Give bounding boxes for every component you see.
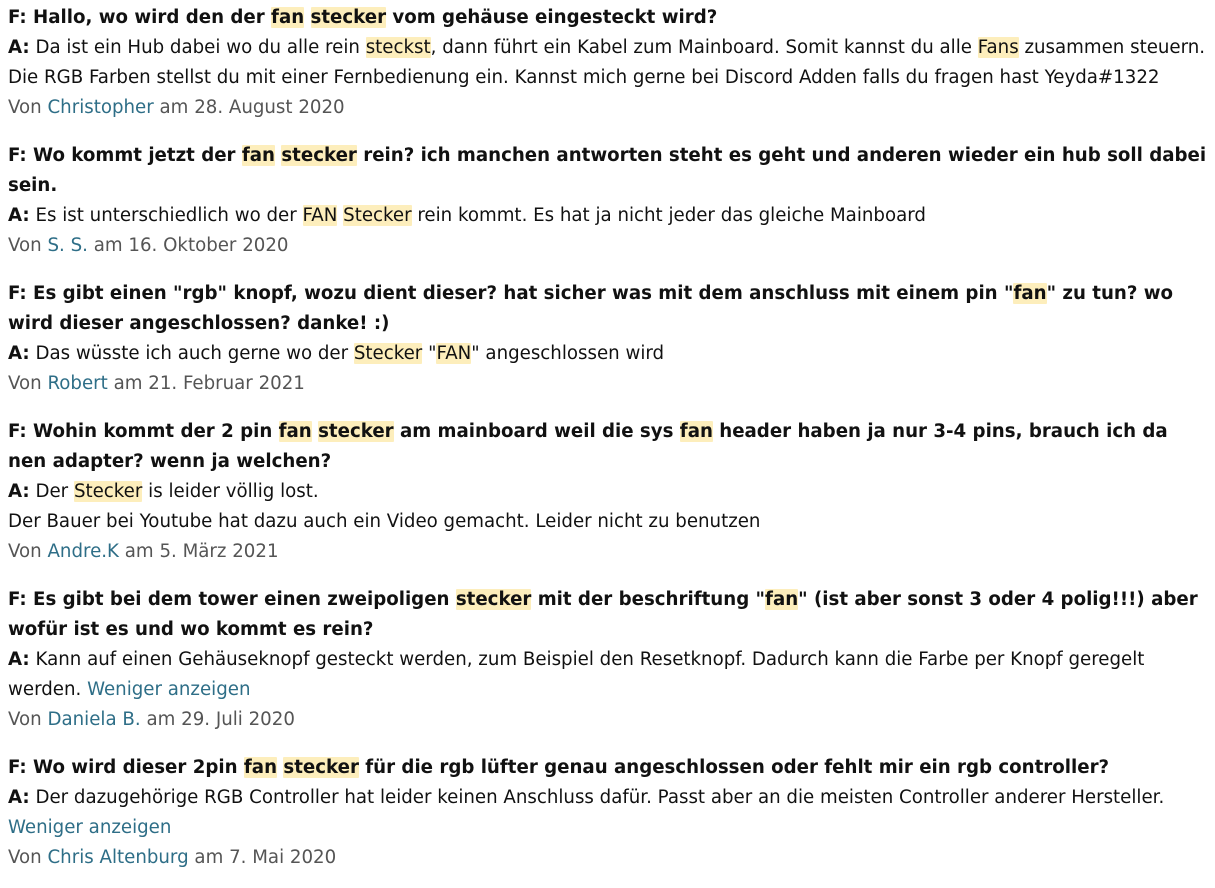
highlight-term: stecker bbox=[310, 7, 387, 28]
answer-meta bbox=[8, 369, 1207, 399]
answer-text bbox=[8, 645, 1207, 705]
text-segment: Der bbox=[35, 481, 74, 502]
on-label: am bbox=[93, 235, 123, 256]
on-label: am bbox=[194, 847, 224, 868]
highlight-term: Stecker bbox=[73, 481, 143, 502]
text-segment: zusammen steuern. Die RGB Farben stellst du mit einer Fernbedienung ein. Kannst mich gerne bei Discord Adden falls du fragen hast Yeyda#1322 bbox=[8, 37, 1206, 88]
text-segment: Der Bauer bei Youtube hat dazu auch ein Video gemacht. Leider nicht zu benutzen bbox=[8, 511, 761, 532]
question-prefix: F: bbox=[8, 421, 27, 442]
text-segment: , dann führt ein Kabel zum Mainboard. Somit kannst du alle bbox=[430, 37, 978, 58]
by-label: Von bbox=[8, 235, 42, 256]
text-segment: am mainboard weil die sys bbox=[393, 421, 680, 442]
on-label: am bbox=[124, 541, 154, 562]
text-segment: " (ist aber sonst 3 oder 4 polig!!!) aber wofür ist es und wo kommt es rein? bbox=[8, 589, 1198, 640]
answer-date: 28. August 2020 bbox=[194, 97, 345, 118]
answer-text bbox=[8, 477, 1207, 507]
question-text bbox=[8, 585, 1207, 645]
text-segment: Hallo, wo wird den der bbox=[33, 7, 272, 28]
question-text bbox=[8, 279, 1207, 339]
highlight-term: FAN bbox=[436, 343, 472, 364]
qa-item bbox=[8, 141, 1207, 261]
text-segment: mit der beschriftung " bbox=[531, 589, 766, 610]
answer-meta bbox=[8, 93, 1207, 123]
text-segment: rein kommt. Es hat ja nicht jeder das gleiche Mainboard bbox=[411, 205, 926, 226]
author-link[interactable]: Daniela B. bbox=[47, 709, 141, 730]
text-segment: Der dazugehörige RGB Controller hat leider keinen Anschluss dafür. Passt aber an die meisten Controller anderer Hersteller. bbox=[35, 787, 1165, 808]
answer-prefix: A: bbox=[8, 205, 30, 226]
author-link[interactable]: S. S. bbox=[47, 235, 88, 256]
highlight-term: Fans bbox=[977, 37, 1019, 58]
qa-item bbox=[8, 417, 1207, 567]
text-segment: Wohin kommt der 2 pin bbox=[33, 421, 279, 442]
text-segment: Es gibt bei dem tower einen zweipoligen bbox=[33, 589, 456, 610]
question-text bbox=[8, 141, 1207, 201]
answer-date: 7. Mai 2020 bbox=[229, 847, 337, 868]
answer-date: 16. Oktober 2020 bbox=[128, 235, 289, 256]
text-segment: " bbox=[422, 343, 437, 364]
highlight-term: FAN bbox=[302, 205, 338, 226]
answer-meta bbox=[8, 537, 1207, 567]
question-prefix: F: bbox=[8, 145, 27, 166]
highlight-term: stecker bbox=[455, 589, 532, 610]
highlight-term: stecker bbox=[283, 757, 359, 778]
highlight-term: steckst bbox=[365, 37, 431, 58]
answer-date: 21. Februar 2021 bbox=[148, 373, 305, 394]
highlight-term: fan bbox=[241, 145, 275, 166]
by-label: Von bbox=[8, 847, 42, 868]
question-prefix: F: bbox=[8, 283, 27, 304]
answer-text bbox=[8, 201, 1207, 231]
answer-meta bbox=[8, 843, 1207, 873]
author-link[interactable]: Robert bbox=[47, 373, 108, 394]
text-segment: rein? ich manchen antworten steht es geht und anderen wieder ein hub soll dabei sein. bbox=[8, 145, 1207, 196]
text-segment: Das wüsste ich auch gerne wo der bbox=[35, 343, 354, 364]
text-segment: vom gehäuse eingesteckt wird? bbox=[386, 7, 718, 28]
by-label: Von bbox=[8, 97, 42, 118]
answer-date: 29. Juli 2020 bbox=[181, 709, 295, 730]
answer-date: 5. März 2021 bbox=[159, 541, 279, 562]
qa-item bbox=[8, 279, 1207, 399]
text-segment: Es ist unterschiedlich wo der bbox=[35, 205, 303, 226]
qa-item bbox=[8, 3, 1207, 123]
question-text bbox=[8, 753, 1207, 783]
highlight-term: fan bbox=[278, 421, 312, 442]
highlight-term: fan bbox=[1013, 283, 1047, 304]
answer-prefix: A: bbox=[8, 649, 30, 670]
author-link[interactable]: Christopher bbox=[47, 97, 154, 118]
on-label: am bbox=[159, 97, 189, 118]
question-prefix: F: bbox=[8, 7, 27, 28]
answer-prefix: A: bbox=[8, 343, 30, 364]
highlight-term: fan bbox=[765, 589, 799, 610]
question-text bbox=[8, 3, 1207, 33]
question-text bbox=[8, 417, 1207, 477]
text-segment: header haben ja nur 3-4 pins, brauch ich da nen adapter? wenn ja welchen? bbox=[8, 421, 1168, 472]
text-segment: is leider völlig lost. bbox=[142, 481, 319, 502]
text-segment: Da ist ein Hub dabei wo du alle rein bbox=[35, 37, 366, 58]
answer-text bbox=[8, 783, 1207, 843]
text-segment: für die rgb lüfter genau angeschlossen oder fehlt mir ein rgb controller? bbox=[358, 757, 1110, 778]
text-segment: Es gibt einen "rgb" knopf, wozu dient dieser? hat sicher was mit dem anschluss mit einem pin " bbox=[33, 283, 1014, 304]
answer-meta bbox=[8, 705, 1207, 735]
qa-item bbox=[8, 585, 1207, 735]
qa-item bbox=[8, 753, 1207, 873]
on-label: am bbox=[113, 373, 143, 394]
by-label: Von bbox=[8, 541, 42, 562]
show-less-link[interactable]: Weniger anzeigen bbox=[8, 817, 172, 838]
highlight-term: fan bbox=[679, 421, 713, 442]
highlight-term: fan bbox=[271, 7, 305, 28]
text-segment: " angeschlossen wird bbox=[471, 343, 665, 364]
show-less-link[interactable]: Weniger anzeigen bbox=[87, 679, 251, 700]
by-label: Von bbox=[8, 709, 42, 730]
answer-prefix: A: bbox=[8, 787, 30, 808]
text-segment: Wo kommt jetzt der bbox=[33, 145, 242, 166]
question-prefix: F: bbox=[8, 589, 27, 610]
answer-meta bbox=[8, 231, 1207, 261]
answer-text-continued bbox=[8, 507, 1207, 537]
text-segment bbox=[304, 7, 310, 28]
text-segment: " zu tun? wo wird dieser angeschlossen? danke! :) bbox=[8, 283, 1174, 334]
answer-prefix: A: bbox=[8, 37, 30, 58]
answer-prefix: A: bbox=[8, 481, 30, 502]
answer-text bbox=[8, 339, 1207, 369]
question-prefix: F: bbox=[8, 757, 27, 778]
highlight-term: Stecker bbox=[343, 205, 412, 226]
author-link[interactable]: Andre.K bbox=[47, 541, 119, 562]
text-segment: Kann auf einen Gehäuseknopf gesteckt werden, zum Beispiel den Resetknopf. Dadurch kann die Farbe per Knopf geregelt werden. bbox=[8, 649, 1145, 700]
text-segment: Wo wird dieser 2pin bbox=[33, 757, 244, 778]
author-link[interactable]: Chris Altenburg bbox=[47, 847, 189, 868]
by-label: Von bbox=[8, 373, 42, 394]
highlight-term: stecker bbox=[281, 145, 357, 166]
highlight-term: stecker bbox=[318, 421, 394, 442]
answer-text bbox=[8, 33, 1207, 93]
highlight-term: Stecker bbox=[353, 343, 423, 364]
highlight-term: fan bbox=[243, 757, 278, 778]
on-label: am bbox=[146, 709, 176, 730]
